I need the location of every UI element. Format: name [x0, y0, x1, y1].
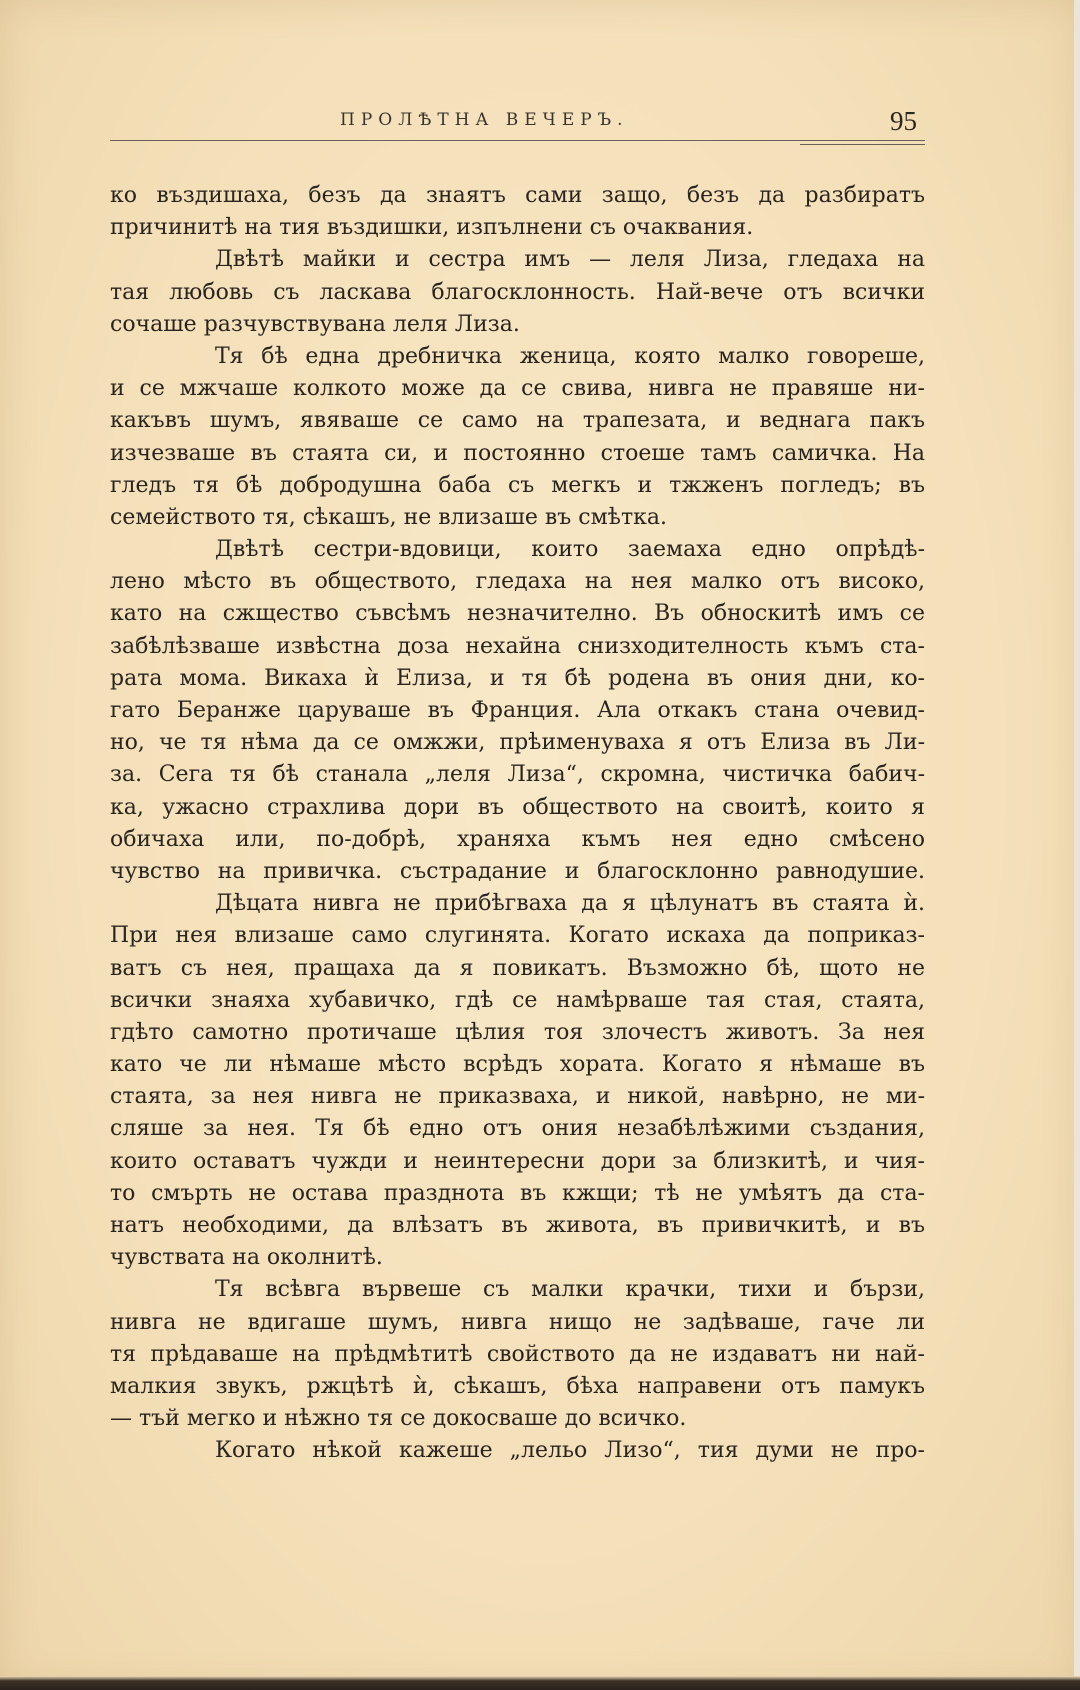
text-line: гледъ тя бѣ добродушна баба съ мегкъ и тжженъ погледъ; въ: [110, 472, 925, 498]
text-line: чувство на привичка. състрадание и благосклонно равнодушие.: [110, 858, 925, 884]
text-line: стаята, за нея нивга не приказваха, и никой, навѣрно, не ми-: [110, 1084, 925, 1110]
text-line: рата мома. Викаха ѝ Елиза, и тя бѣ родена въ ония дни, ко-: [110, 665, 925, 691]
text-line: — тъй мегко и нѣжно тя се докосваше до всичко.: [110, 1406, 687, 1432]
text-line: като на сжщество съвсѣмъ незначително. Въ обноскитѣ имъ се: [110, 601, 925, 627]
body-text: [110, 180, 925, 1468]
text-line: тя прѣдаваше на прѣдмѣтитѣ свойството да не издаватъ ни най-: [110, 1341, 925, 1367]
text-line: изчезваше въ стаята си, и постоянно стоеше тамъ самичка. На: [110, 440, 925, 466]
text-line: малкия звукъ, ржцѣтѣ ѝ, сѣкашъ, бѣха направени отъ памукъ: [110, 1373, 925, 1399]
text-line: нивга не вдигаше шумъ, нивга нищо не задѣваше, гаче ли: [110, 1309, 925, 1335]
page-number: 95: [890, 106, 917, 136]
text-line: то смърть не остава празднота въ кжщи; тѣ не умѣятъ да ста-: [110, 1180, 925, 1206]
text-line: като че ли нѣмаше мѣсто всрѣдъ хората. Когато я нѣмаше въ: [110, 1052, 925, 1078]
text-line: ватъ съ нея, пращаха да я повикатъ. Възможно бѣ, щото не: [110, 955, 925, 981]
page-edge-bottom: [0, 1676, 1080, 1690]
text-line: Тя всѣвга вървеше съ малки крачки, тихи и бързи,: [215, 1277, 925, 1303]
text-line: Тя бѣ една дребничка женица, която малко говореше,: [215, 343, 925, 369]
text-line: При нея влизаше само слугинята. Когато искаха да поприказ-: [110, 923, 925, 949]
text-line: тая любовь съ ласкава благосклонность. Най-вече отъ всички: [110, 279, 925, 305]
text-line: но, че тя нѣма да се омжжи, прѣименуваха я отъ Елиза въ Ли-: [110, 730, 925, 756]
text-line: забѣлѣзваше извѣстна доза нехайна снизходителность къмъ ста-: [110, 633, 925, 659]
text-line: сляше за нея. Тя бѣ едно отъ ония незабѣлѣжими създания,: [110, 1116, 925, 1142]
text-line: чувствата на околнитѣ.: [110, 1245, 383, 1271]
text-line: ко въздишаха, безъ да знаятъ сами защо, безъ да разбиратъ: [110, 183, 925, 208]
text-line: гдѣто самотно протичаше цѣлия тоя злочестъ животъ. За нея: [110, 1019, 925, 1045]
page-edge-right: [1074, 0, 1080, 1690]
text-line: сочаше разчувствувана леля Лиза.: [110, 311, 520, 337]
text-line: гато Беранже царуваше въ Франция. Ала откакъ стана очевид-: [110, 698, 925, 723]
text-line: Двѣтѣ майки и сестра имъ — леля Лиза, гледаха на: [215, 247, 925, 273]
header-rule: [110, 140, 925, 141]
text-line: причинитѣ на тия въздишки, изпълнени съ очаквания.: [110, 215, 754, 241]
text-line: всички знаяха хубавичко, гдѣ се намѣрваше тая стая, стаята,: [110, 987, 925, 1013]
text-line: Дѣцата нивга не прибѣгваха да я цѣлунатъ въ стаята ѝ.: [215, 891, 925, 917]
running-title: ПРОЛѢТНА ВЕЧЕРЪ.: [340, 110, 629, 130]
text-line: Когато нѣкой кажеше „лельо Лизо“, тия думи не про-: [215, 1438, 925, 1464]
text-line: и се мжчаше колкото може да се свива, нивга не правяше ни-: [110, 376, 925, 402]
text-line: обичаха или, по-добрѣ, храняха къмъ нея едно смѣсено: [110, 826, 925, 852]
text-line: ка, ужасно страхлива дори въ обществото на своитѣ, които я: [110, 794, 925, 820]
header-rule-short: [800, 144, 925, 145]
text-line: какъвъ шумъ, явяваше се само на трапезата, и веднага пакъ: [110, 408, 925, 434]
text-line: лено мѣсто въ обществото, гледаха на нея малко отъ високо,: [110, 569, 925, 595]
text-line: за. Сега тя бѣ станала „леля Лиза“, скромна, чистичка бабич-: [110, 762, 925, 788]
page-header: [110, 106, 925, 146]
text-line: семейството тя, сѣкашъ, не влизаше въ смѣтка.: [110, 504, 667, 530]
text-line: натъ необходими, да влѣзатъ въ живота, въ привичкитѣ, и въ: [110, 1213, 925, 1238]
text-line: Двѣтѣ сестри-вдовици, които заемаха едно опрѣдѣ-: [215, 537, 925, 563]
text-line: които оставатъ чужди и неинтересни дори за близкитѣ, и чия-: [110, 1148, 925, 1174]
